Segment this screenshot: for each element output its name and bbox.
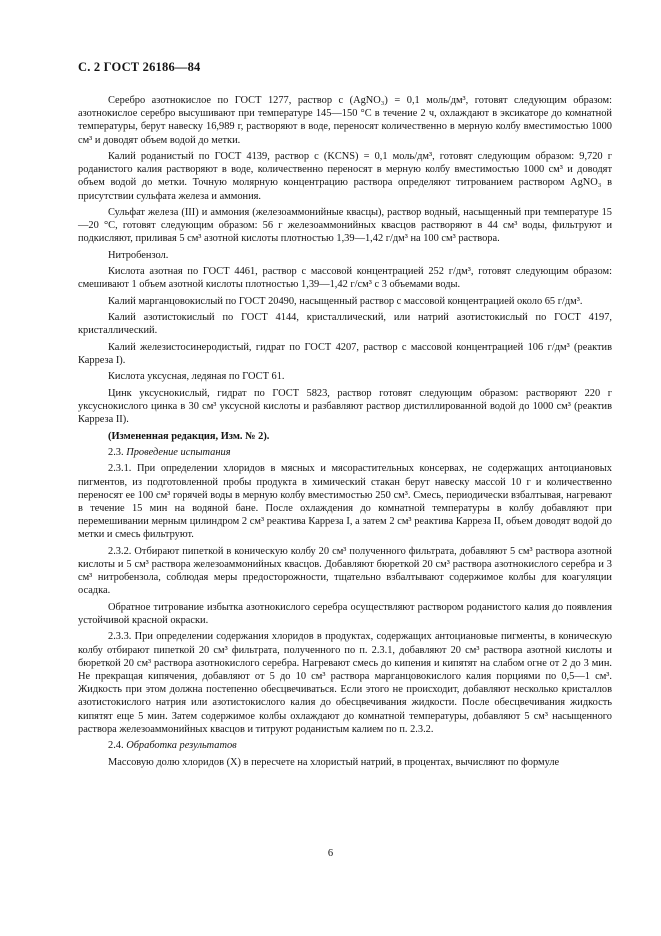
- paragraph-iron-alum: Сульфат железа (III) и аммония (железоаммонийные квасцы), раствор водный, насыщенный при температуре 15—20 °C, готовят следующим образом: 56 г железоаммонийных квасцов растворяют в 44 см³ воды, фильтруют и подкисляют, приливая 5 см³ азотной кислоты плотностью 1,39—1,42 г/дм³ на 100 см³ раствора.: [78, 207, 612, 245]
- paragraph-back-titration: Обратное титрование избытка азотнокислого серебра осуществляют раствором роданистого калия до появления устойчивой красной окраски.: [78, 601, 612, 626]
- page-number: 6: [327, 848, 334, 859]
- page-header: С. 2 ГОСТ 26186—84: [78, 60, 201, 74]
- paragraph-silver-nitrate: Серебро азотнокислое по ГОСТ 1277, раствор c (AgNO₃) = 0,1 моль/дм³, готовят следующим образом: азотнокислое серебро высушивают при температуре 145—150 °C в течение 2 ч, охлаждают в эксикаторе до комнатной температуры, берут навеску 16,989 г, растворяют в воде, переносят количественно в мерную колбу вместимостью 1000 см³ и доводят объем водой до метки.: [78, 95, 612, 146]
- paragraph-2-3-2: 2.3.2. Отбирают пипеткой в коническую колбу 20 см³ полученного фильтрата, добавляют 5 см³ раствора азотной кислоты и 5 см³ раствора железоаммонийных квасцов. Добавляют бюреткой 20 см³ раствора азотнокислого серебра и 3 см³ нитробензола, соблюдая меры предосторожности, тщательно взбалтывают содержимое колбы для коагуляции осадка.: [78, 545, 612, 597]
- paragraph-potassium-thiocyanate: Калий роданистый по ГОСТ 4139, раствор c (KCNS) = 0,1 моль/дм³, готовят следующим образом: 9,720 г роданистого калия растворяют в воде, количественно переносят в мерную колбу вместимостью 1000 см³ и доводят объем водой до метки. Точную молярную концентрацию раствора определяют титрованием раствором AgNO₃ в присутствии сульфата железа и аммония.: [78, 151, 612, 202]
- paragraph-nitrite: Калий азотистокислый по ГОСТ 4144, кристаллический, или натрий азотистокислый по ГОСТ 4197, кристаллический.: [78, 312, 612, 337]
- section-number: 2.4.: [108, 740, 124, 752]
- section-number: 2.3.: [108, 446, 124, 458]
- paragraph-nitric-acid: Кислота азотная по ГОСТ 4461, раствор с массовой концентрацией 252 г/дм³, готовят следующим образом: смешивают 1 объем азотной кислоты плотностью 1,39—1,42 г/см³ с 3 объемами воды.: [78, 266, 612, 291]
- section-title: Обработка результатов: [126, 740, 237, 752]
- section-title: Проведение испытания: [126, 446, 231, 458]
- section-heading-2-3: [78, 446, 612, 459]
- paragraph-2-3-3: 2.3.3. При определении содержания хлоридов в продуктах, содержащих антоциановые пигменты, в коническую колбу отбирают пипеткой 20 см³ фильтрата, полученного по п. 2.3.1, добавляют 20 см³ раствора азотной кислоты и бюреткой 20 см³ раствора азотнокислого серебра. Нагревают смесь до кипения и кипятят на слабом огне от 2 до 3 мин. Не прекращая кипячения, добавляют от 5 до 10 см³ раствора марганцовокислого калия порциями по 0,5—1 см³. Жидкость при этом должна постепенно обесцвечиваться. Если этого не происходит, добавляют несколько кристаллов азотистокислого натрия или азотистокислого калия до обесцвечивания жидкости. После обесцвечивания жидкость кипятят еще 5 мин. Затем содержимое колбы охлаждают до комнатной температуры, добавляют 5 см³ насыщенного раствора железоаммонийных квасцов и титруют роданистым калием по п. 2.3.2.: [78, 631, 612, 735]
- paragraph-carrez-2: Цинк уксуснокислый, гидрат по ГОСТ 5823, раствор готовят следующим образом: растворяют 220 г уксуснокислого цинка в 30 см³ уксусной кислоты и разбавляют раствор дистиллированной водой до 1000 см³ (реактив Карреза II).: [78, 387, 612, 426]
- paragraph-carrez-1: Калий железистосинеродистый, гидрат по ГОСТ 4207, раствор с массовой концентрацией 106 г/дм³ (реактив Карреза I).: [78, 341, 612, 366]
- section-heading-2-4: [78, 739, 612, 752]
- paragraph-2-3-1: 2.3.1. При определении хлоридов в мясных и мясорастительных консервах, не содержащих антоциановых пигментов, из подготовленной пробы продукта в химический стакан берут навеску массой 10 г и количественно переносят ее 100 см³ горячей воды в мерную колбу вместимостью 250 см³. Смесь, периодически взбалтывая, нагревают в течение 15 мин на водяной бане. После охлаждения до комнатной температуры в колбу добавляют при перемешивании мерным цилиндром 2 см³ реактива Карреза I, а затем 2 см³ реактива Карреза II, объем доводят водой до метки и смесь фильтруют.: [78, 463, 612, 541]
- paragraph-permanganate: Калий марганцовокислый по ГОСТ 20490, насыщенный раствор с массовой концентрацией около 65 г/дм³.: [108, 295, 583, 307]
- document-body: [78, 94, 612, 772]
- paragraph-acetic-acid: Кислота уксусная, ледяная по ГОСТ 61.: [108, 371, 285, 383]
- paragraph-formula-intro: Массовую долю хлоридов (X) в пересчете на хлористый натрий, в процентах, вычисляют по формуле: [108, 756, 560, 768]
- amendment-note: (Измененная редакция, Изм. № 2).: [108, 430, 270, 442]
- paragraph-nitrobenzene: Нитробензол.: [108, 249, 169, 261]
